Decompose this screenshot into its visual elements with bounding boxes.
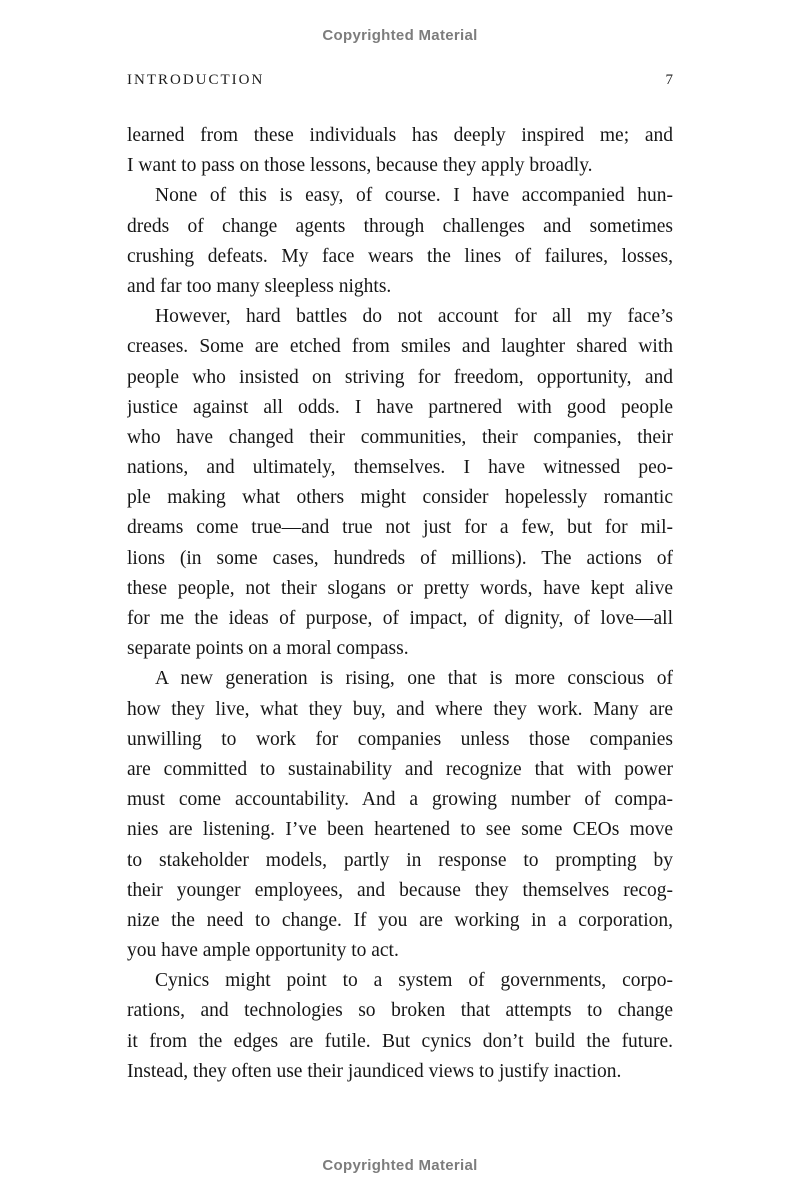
text-line: Instead, they often use their jaundiced views to justify inaction. — [127, 1060, 622, 1082]
text-line: people who insisted on striving for freedom, opportunity, and — [127, 366, 673, 388]
copyright-notice-bottom: Copyrighted Material — [322, 1157, 478, 1174]
text-line: crushing defeats. My face wears the lines of failures, losses, — [127, 245, 673, 267]
chapter-title: INTRODUCTION — [127, 72, 265, 88]
text-line: I want to pass on those lessons, because they apply broadly. — [127, 155, 593, 177]
copyright-notice-top: Copyrighted Material — [322, 27, 478, 44]
text-line: nies are listening. I’ve been heartened to see some CEOs move — [127, 819, 673, 841]
text-line: creases. Some are etched from smiles and laughter shared with — [127, 336, 673, 358]
text-line: A new generation is rising, one that is more conscious of — [155, 668, 673, 690]
text-line: how they live, what they buy, and where they work. Many are — [127, 698, 673, 720]
text-line: for me the ideas of purpose, of impact, of dignity, of love—all — [127, 608, 673, 629]
text-line: None of this is easy, of course. I have accompanied hun- — [155, 185, 673, 207]
text-line: learned from these individuals has deeply inspired me; and — [127, 125, 673, 146]
text-line: justice against all odds. I have partnered with good people — [127, 396, 673, 418]
text-line: unwilling to work for companies unless those companies — [127, 728, 673, 750]
text-line: dreams come true—and true not just for a few, but for mil- — [127, 517, 673, 539]
text-line: However, hard battles do not account for all my face’s — [155, 306, 673, 328]
text-line: and far too many sleepless nights. — [127, 275, 392, 297]
text-line: it from the edges are futile. But cynics don’t build the future. — [127, 1030, 673, 1052]
text-line: to stakeholder models, partly in response to prompting by — [127, 849, 673, 871]
text-line: nize the need to change. If you are working in a corporation, — [127, 909, 673, 931]
text-line: ple making what others might consider hopelessly romantic — [127, 487, 673, 509]
page-number: 7 — [665, 72, 673, 88]
text-line: nations, and ultimately, themselves. I have witnessed peo- — [127, 457, 673, 479]
text-line: lions (in some cases, hundreds of millions). The actions of — [127, 547, 673, 569]
text-line: who have changed their communities, their companies, their — [127, 426, 673, 448]
running-header — [127, 72, 673, 89]
text-line: you have ample opportunity to act. — [127, 940, 399, 962]
text-line: are committed to sustainability and recognize that with power — [127, 758, 673, 780]
text-line: their younger employees, and because they themselves recog- — [127, 879, 673, 901]
text-line: these people, not their slogans or pretty words, have kept alive — [127, 577, 673, 599]
text-line: Cynics might point to a system of governments, corpo- — [155, 970, 673, 992]
body-text — [127, 121, 673, 1087]
text-line: must come accountability. And a growing number of compa- — [127, 789, 673, 811]
text-line: separate points on a moral compass. — [127, 638, 409, 660]
text-line: dreds of change agents through challenges and sometimes — [127, 215, 673, 237]
text-line: rations, and technologies so broken that attempts to change — [127, 1000, 673, 1022]
